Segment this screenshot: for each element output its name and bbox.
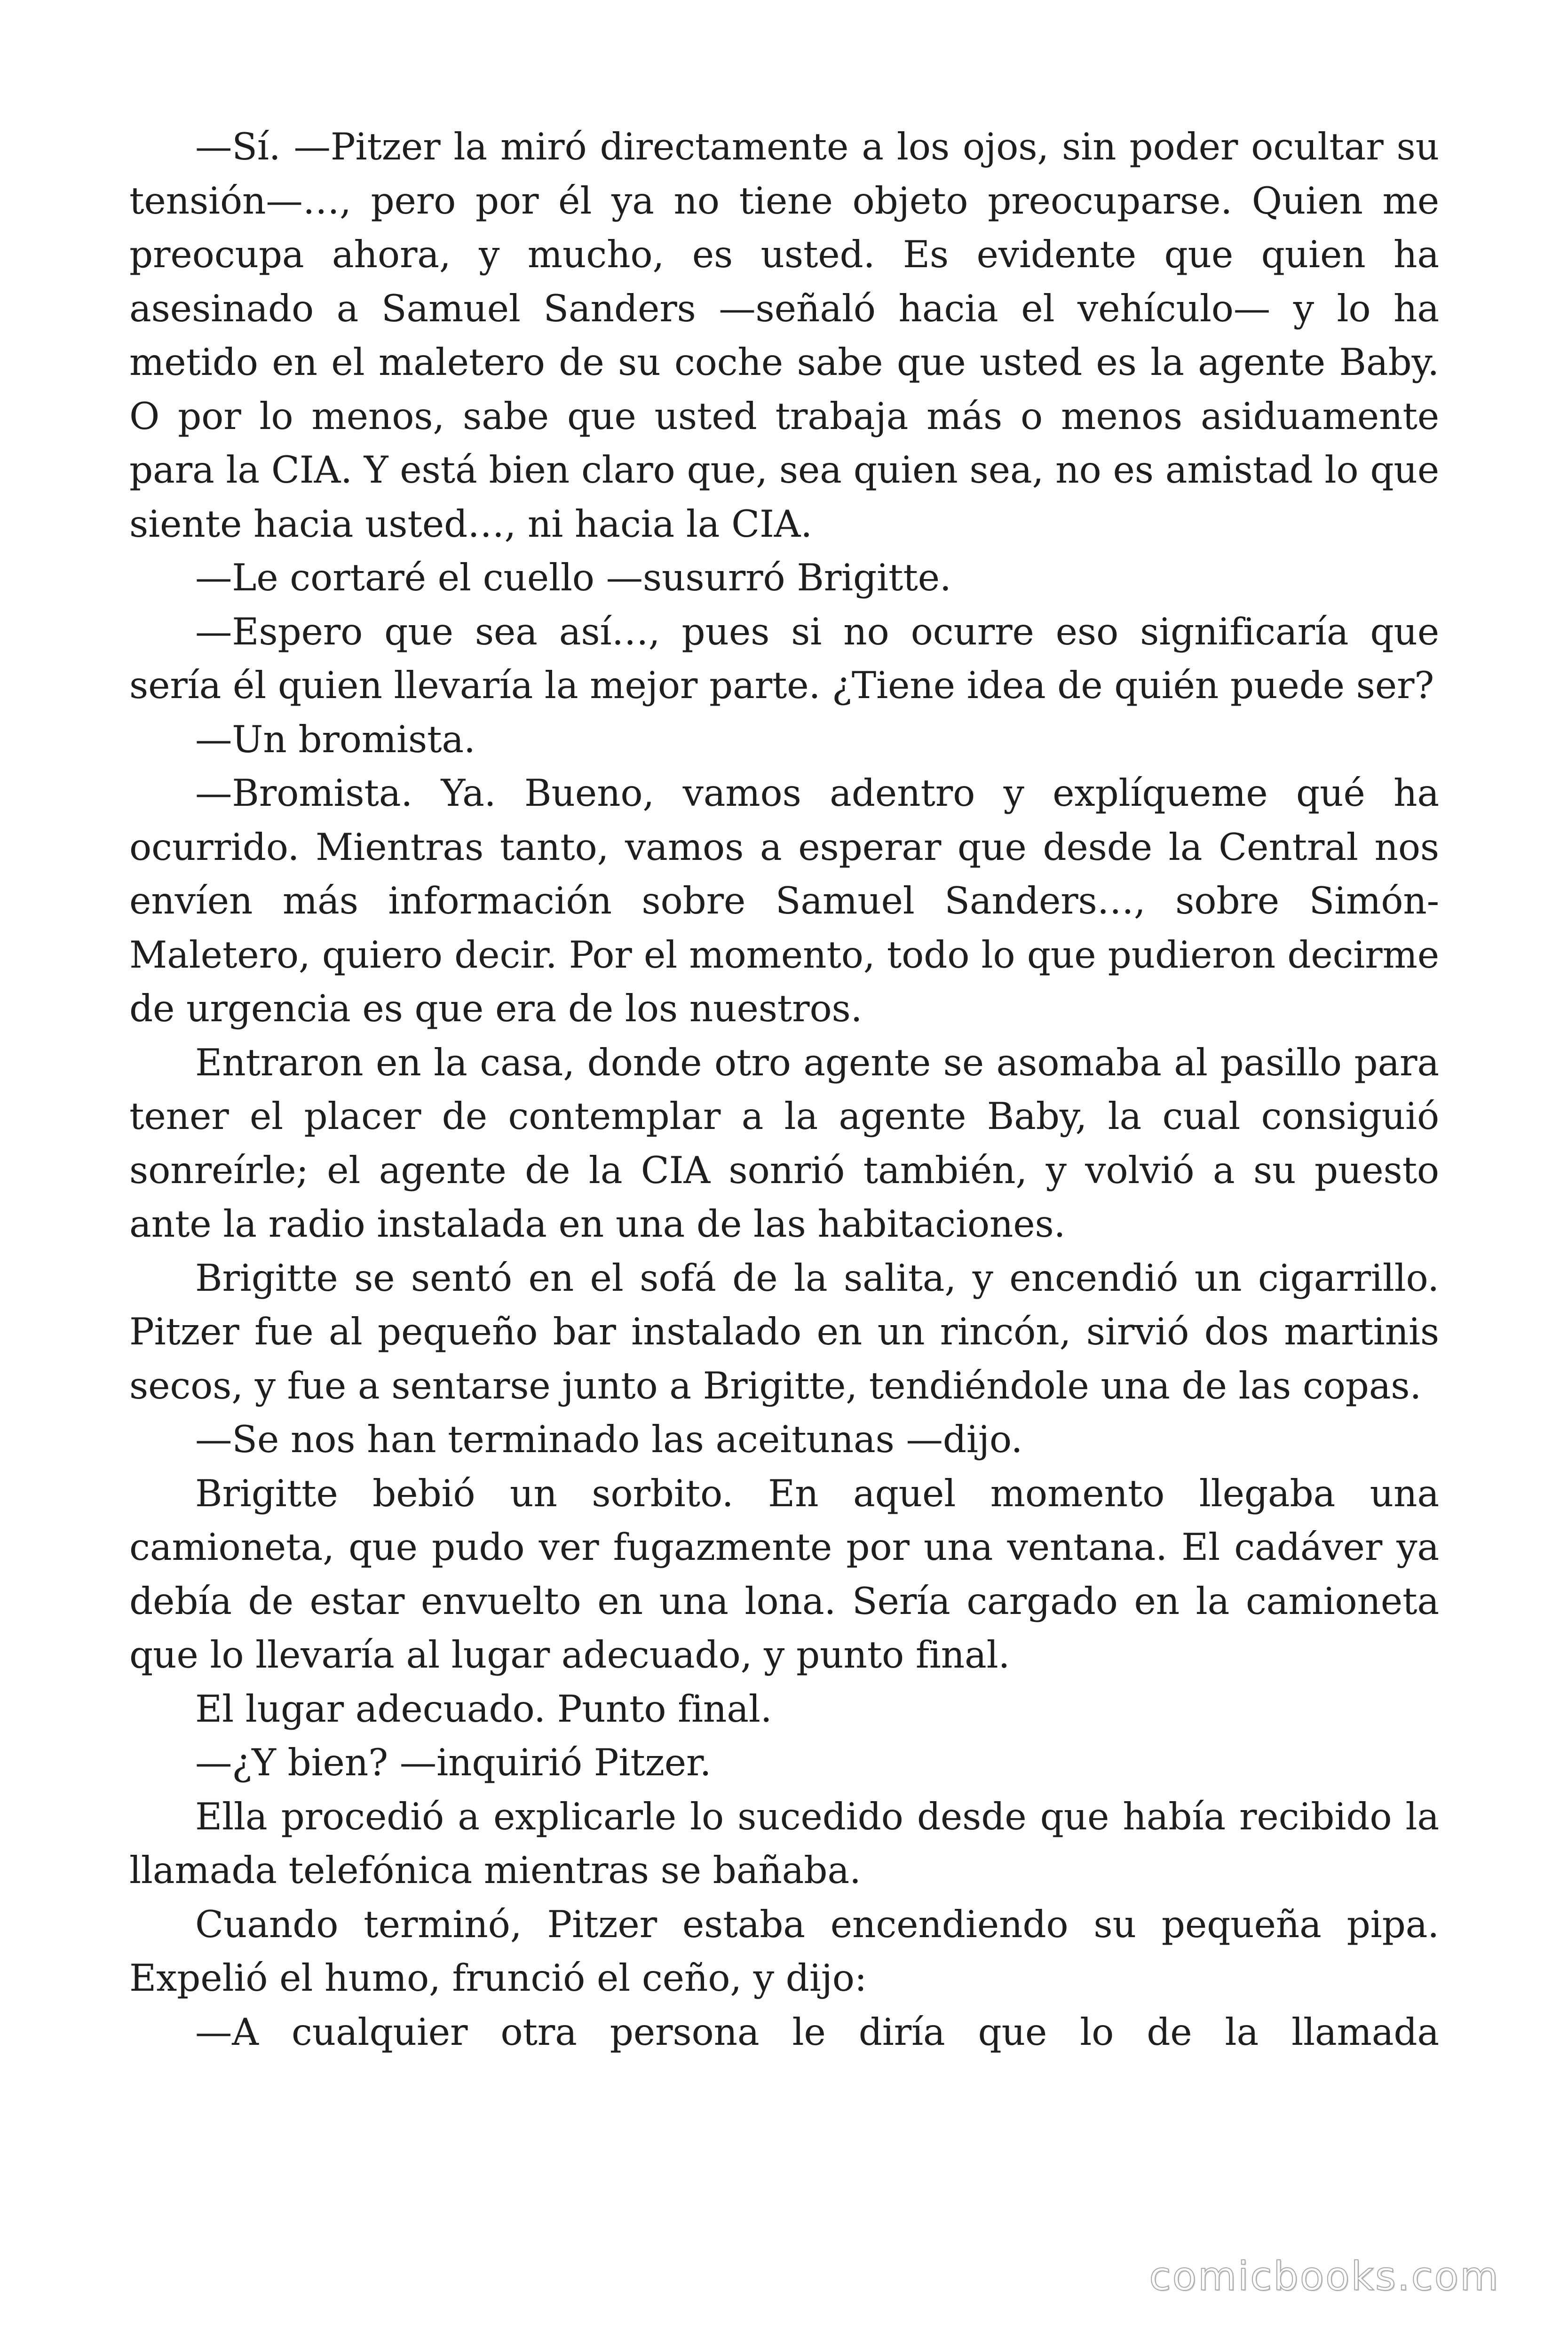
paragraph: —¿Y bien? —inquirió Pitzer. <box>195 1741 712 1784</box>
paragraph: —Bromista. Ya. Bueno, vamos adentro y explíqueme qué ha ocurrido. Mientras tanto, vamos a esperar que desde la Central nos envíen más información sobre Samuel Sanders…, sobre Simón-Maletero, quiero decir. Por el momento, todo lo que pudieron decirme de urgencia es que era de los nuestros. <box>129 771 1439 1030</box>
paragraph: El lugar adecuado. Punto final. <box>195 1687 772 1731</box>
paragraph: Ella procedió a explicarle lo sucedido desde que había recibido la llamada telefónica mientras se bañaba. <box>129 1795 1439 1892</box>
watermark: comicbooks.com <box>1149 2253 1500 2299</box>
paragraph: —A cualquier otra persona le diría que lo de la llamada <box>195 2010 1439 2054</box>
paragraph: Cuando terminó, Pitzer estaba encendiendo su pequeña pipa. Expelió el humo, frunció el ceño, y dijo: <box>129 1902 1439 2000</box>
paragraph: —Sí. —Pitzer la miró directamente a los ojos, sin poder ocultar su tensión—…, pero por él ya no tiene objeto preocuparse. Quien me preocupa ahora, y mucho, es usted. Es evidente que quien ha asesinado a Samuel Sanders —señaló hacia el vehículo— y lo ha metido en el maletero de su coche sabe que usted es la agente Baby. O por lo menos, sabe que usted trabaja más o menos asiduamente para la CIA. Y está bien claro que, sea quien sea, no es amistad lo que siente hacia usted…, ni hacia la CIA. <box>129 125 1439 546</box>
paragraph: —Espero que sea así…, pues si no ocurre eso significaría que sería él quien llevaría la mejor parte. ¿Tiene idea de quién puede ser? <box>129 610 1439 707</box>
paragraph: Brigitte se sentó en el sofá de la salita, y encendió un cigarrillo. Pitzer fue al pequeño bar instalado en un rincón, sirvió dos martinis secos, y fue a sentarse junto a Brigitte, tendiéndole una de las copas. <box>129 1256 1439 1407</box>
paragraph: Brigitte bebió un sorbito. En aquel momento llegaba una camioneta, que pudo ver fugazmente por una ventana. El cadáver ya debía de estar envuelto en una lona. Sería cargado en la camioneta que lo llevaría al lugar adecuado, y punto final. <box>129 1471 1439 1677</box>
paragraph: —Se nos han terminado las aceitunas —dijo. <box>195 1418 1023 1461</box>
book-page-text <box>129 120 1439 2059</box>
paragraph: —Le cortaré el cuello —susurró Brigitte. <box>195 556 951 599</box>
paragraph: —Un bromista. <box>195 717 475 761</box>
paragraph: Entraron en la casa, donde otro agente se asomaba al pasillo para tener el placer de contemplar a la agente Baby, la cual consiguió sonreírle; el agente de la CIA sonrió también, y volvió a su puesto ante la radio instalada en una de las habitaciones. <box>129 1041 1439 1246</box>
